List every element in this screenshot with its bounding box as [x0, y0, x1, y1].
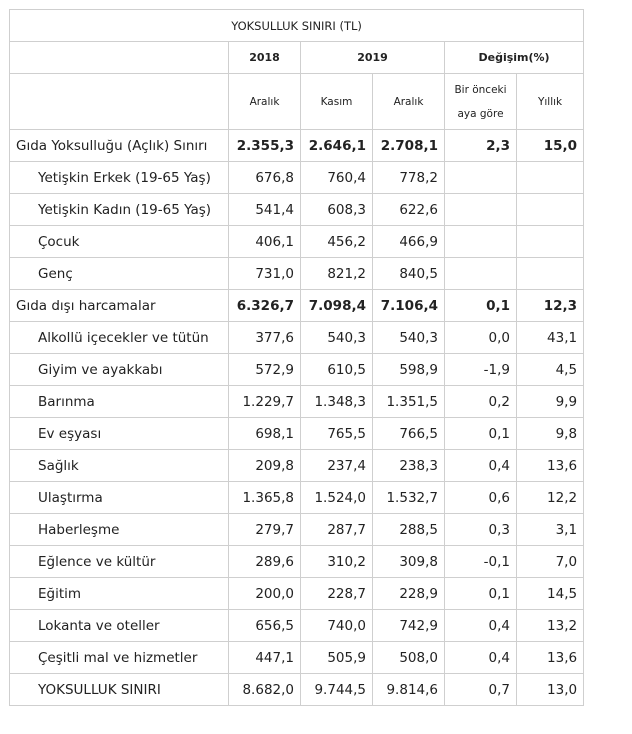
- table-row: [10, 418, 584, 450]
- value-2018-aralik: 2.355,3: [229, 130, 301, 162]
- change-annual: 15,0: [517, 130, 584, 162]
- value-2019-aralik: 238,3: [373, 450, 445, 482]
- change-prev-month: 0,0: [445, 322, 517, 354]
- value-2019-aralik: 742,9: [373, 610, 445, 642]
- table-row: [10, 130, 584, 162]
- value-2018-aralik: 200,0: [229, 578, 301, 610]
- row-label: Eğitim: [10, 578, 229, 610]
- poverty-line-table: [9, 9, 584, 706]
- value-2019-kasim: 821,2: [301, 258, 373, 290]
- table-row: [10, 226, 584, 258]
- header-empty-cell: [10, 42, 229, 74]
- change-prev-month: 0,4: [445, 610, 517, 642]
- value-2019-kasim: 456,2: [301, 226, 373, 258]
- value-2018-aralik: 406,1: [229, 226, 301, 258]
- month-2019-kasim: Kasım: [301, 74, 373, 130]
- change-annual: 7,0: [517, 546, 584, 578]
- value-2018-aralik: 279,7: [229, 514, 301, 546]
- table-row: [10, 194, 584, 226]
- row-label: Genç: [10, 258, 229, 290]
- change-annual-label: Yıllık: [537, 95, 563, 108]
- value-2018-aralik: 731,0: [229, 258, 301, 290]
- change-annual: 12,2: [517, 482, 584, 514]
- table-row: [10, 258, 584, 290]
- change-prev-month: 0,3: [445, 514, 517, 546]
- table-row: [10, 642, 584, 674]
- row-label: Yetişkin Kadın (19-65 Yaş): [10, 194, 229, 226]
- row-label: Giyim ve ayakkabı: [10, 354, 229, 386]
- row-label: Eğlence ve kültür: [10, 546, 229, 578]
- change-annual: [517, 194, 584, 226]
- value-2019-aralik: 7.106,4: [373, 290, 445, 322]
- value-2018-aralik: 289,6: [229, 546, 301, 578]
- month-2019-aralik: Aralık: [373, 74, 445, 130]
- value-2019-aralik: 598,9: [373, 354, 445, 386]
- value-2019-kasim: 2.646,1: [301, 130, 373, 162]
- table-row: [10, 354, 584, 386]
- value-2019-kasim: 7.098,4: [301, 290, 373, 322]
- change-prev-month: 0,2: [445, 386, 517, 418]
- year-header-row: [10, 42, 584, 74]
- value-2018-aralik: 656,5: [229, 610, 301, 642]
- value-2018-aralik: 209,8: [229, 450, 301, 482]
- value-2019-kasim: 740,0: [301, 610, 373, 642]
- row-label: Yetişkin Erkek (19-65 Yaş): [10, 162, 229, 194]
- value-2019-kasim: 228,7: [301, 578, 373, 610]
- value-2019-kasim: 9.744,5: [301, 674, 373, 706]
- value-2019-kasim: 505,9: [301, 642, 373, 674]
- table-row: [10, 386, 584, 418]
- value-2019-kasim: 608,3: [301, 194, 373, 226]
- value-2019-kasim: 287,7: [301, 514, 373, 546]
- value-2019-aralik: 309,8: [373, 546, 445, 578]
- value-2019-aralik: 508,0: [373, 642, 445, 674]
- row-label: Ulaştırma: [10, 482, 229, 514]
- table-row: [10, 610, 584, 642]
- value-2019-kasim: 237,4: [301, 450, 373, 482]
- change-prev-month: 0,4: [445, 450, 517, 482]
- change-prev-month: [445, 226, 517, 258]
- value-2019-aralik: 1.532,7: [373, 482, 445, 514]
- value-2019-aralik: 9.814,6: [373, 674, 445, 706]
- table-row: [10, 514, 584, 546]
- change-prev-month-header: Bir önceki aya göre: [445, 74, 517, 130]
- change-annual: 13,0: [517, 674, 584, 706]
- month-header-row: [10, 74, 584, 130]
- value-2018-aralik: 541,4: [229, 194, 301, 226]
- change-annual: 13,6: [517, 450, 584, 482]
- row-label: Çeşitli mal ve hizmetler: [10, 642, 229, 674]
- table-row: [10, 322, 584, 354]
- month-2018-aralik: Aralık: [229, 74, 301, 130]
- change-annual: [517, 162, 584, 194]
- value-2019-aralik: 840,5: [373, 258, 445, 290]
- row-label: Ev eşyası: [10, 418, 229, 450]
- table-title: YOKSULLUK SINIRI (TL): [10, 10, 584, 42]
- value-2019-aralik: 1.351,5: [373, 386, 445, 418]
- table-row: [10, 674, 584, 706]
- change-annual: 43,1: [517, 322, 584, 354]
- value-2019-aralik: 778,2: [373, 162, 445, 194]
- change-prev-month: 0,4: [445, 642, 517, 674]
- value-2019-aralik: 622,6: [373, 194, 445, 226]
- year-2019-header: 2019: [301, 42, 445, 74]
- value-2019-aralik: 228,9: [373, 578, 445, 610]
- value-2019-kasim: 765,5: [301, 418, 373, 450]
- change-annual: 14,5: [517, 578, 584, 610]
- row-label: Alkollü içecekler ve tütün: [10, 322, 229, 354]
- value-2018-aralik: 572,9: [229, 354, 301, 386]
- value-2019-kasim: 610,5: [301, 354, 373, 386]
- row-label: Çocuk: [10, 226, 229, 258]
- change-prev-month: 2,3: [445, 130, 517, 162]
- value-2019-aralik: 466,9: [373, 226, 445, 258]
- table-row: [10, 450, 584, 482]
- table-row: [10, 578, 584, 610]
- change-prev-month: 0,1: [445, 418, 517, 450]
- value-2019-kasim: 760,4: [301, 162, 373, 194]
- value-2018-aralik: 8.682,0: [229, 674, 301, 706]
- change-prev-month: 0,6: [445, 482, 517, 514]
- change-annual: 3,1: [517, 514, 584, 546]
- row-label: Gıda Yoksulluğu (Açlık) Sınırı: [10, 130, 229, 162]
- row-label: Haberleşme: [10, 514, 229, 546]
- change-annual: 9,8: [517, 418, 584, 450]
- value-2019-aralik: 288,5: [373, 514, 445, 546]
- change-prev-month: [445, 162, 517, 194]
- header-empty-cell: [10, 74, 229, 130]
- row-label: Lokanta ve oteller: [10, 610, 229, 642]
- change-annual: 12,3: [517, 290, 584, 322]
- table-title-row: [10, 10, 584, 42]
- value-2019-aralik: 2.708,1: [373, 130, 445, 162]
- change-annual: 13,2: [517, 610, 584, 642]
- value-2018-aralik: 6.326,7: [229, 290, 301, 322]
- table-row: [10, 290, 584, 322]
- row-label: Barınma: [10, 386, 229, 418]
- value-2018-aralik: 676,8: [229, 162, 301, 194]
- row-label: YOKSULLUK SINIRI: [10, 674, 229, 706]
- value-2018-aralik: 698,1: [229, 418, 301, 450]
- value-2019-aralik: 540,3: [373, 322, 445, 354]
- change-prev-month: [445, 194, 517, 226]
- change-annual: 13,6: [517, 642, 584, 674]
- change-prev-month: 0,1: [445, 578, 517, 610]
- table-row: [10, 482, 584, 514]
- value-2019-kasim: 310,2: [301, 546, 373, 578]
- value-2019-aralik: 766,5: [373, 418, 445, 450]
- change-prev-month: [445, 258, 517, 290]
- change-prev-month: 0,7: [445, 674, 517, 706]
- value-2018-aralik: 377,6: [229, 322, 301, 354]
- change-annual: 4,5: [517, 354, 584, 386]
- change-annual: [517, 226, 584, 258]
- value-2019-kasim: 1.524,0: [301, 482, 373, 514]
- value-2018-aralik: 1.229,7: [229, 386, 301, 418]
- change-annual: 9,9: [517, 386, 584, 418]
- table-row: [10, 162, 584, 194]
- row-label: Gıda dışı harcamalar: [10, 290, 229, 322]
- value-2019-kasim: 1.348,3: [301, 386, 373, 418]
- change-prev-month: -1,9: [445, 354, 517, 386]
- change-annual-header: [517, 74, 584, 130]
- value-2018-aralik: 447,1: [229, 642, 301, 674]
- value-2018-aralik: 1.365,8: [229, 482, 301, 514]
- change-prev-month: -0,1: [445, 546, 517, 578]
- change-header: Değişim(%): [445, 42, 584, 74]
- value-2019-kasim: 540,3: [301, 322, 373, 354]
- change-annual: [517, 258, 584, 290]
- year-2018-header: 2018: [229, 42, 301, 74]
- change-prev-month: 0,1: [445, 290, 517, 322]
- row-label: Sağlık: [10, 450, 229, 482]
- table-row: [10, 546, 584, 578]
